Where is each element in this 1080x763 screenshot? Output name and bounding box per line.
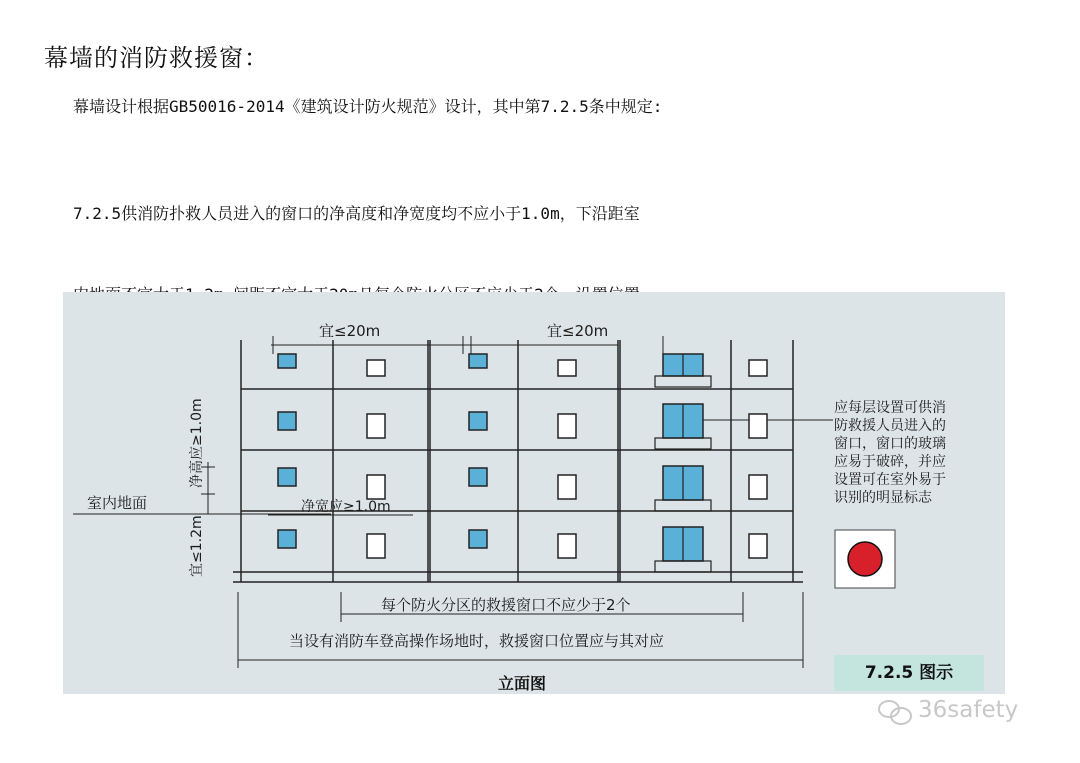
sill-label: 宜≤1.2m xyxy=(189,515,205,577)
watermark xyxy=(878,697,1018,724)
page-title: 幕墙的消防救援窗： xyxy=(44,44,269,72)
intro-paragraph: 幕墙设计根据GB50016-2014《建筑设计防火规范》设计，其中第7.2.5条中规定: xyxy=(73,97,663,116)
width-label: 净宽应≥1.0m xyxy=(301,499,391,515)
spacing-label-1: 宜≤20m xyxy=(319,322,381,340)
figure-badge: 7.2.5 图示 xyxy=(834,655,984,691)
figure-caption: 立面图 xyxy=(498,674,547,693)
height-label: 净高应≥1.0m xyxy=(189,398,205,488)
floor-label: 室内地面 xyxy=(87,494,148,512)
wechat-icon xyxy=(878,698,912,724)
callout-note: 应每层设置可供消 防救援人员进入的 窗口，窗口的玻璃 应易于破碎，并应 设置可在室外易于 识别的明显标志 xyxy=(834,400,946,506)
clause-line: 7.2.5供消防扑救人员进入的窗口的净高度和净宽度均不应小于1.0m，下沿距室 xyxy=(73,204,640,223)
rescue-window-sign-icon xyxy=(848,542,882,576)
note-truck: 当设有消防车登高操作场地时，救援窗口位置应与其对应 xyxy=(289,632,665,650)
rescue-windows xyxy=(278,354,703,561)
spacing-label-2: 宜≤20m xyxy=(547,322,609,340)
note-min-count: 每个防火分区的救援窗口不应少于2个 xyxy=(381,596,631,614)
watermark-text: 36safety xyxy=(918,697,1019,723)
building-frame xyxy=(73,336,833,668)
